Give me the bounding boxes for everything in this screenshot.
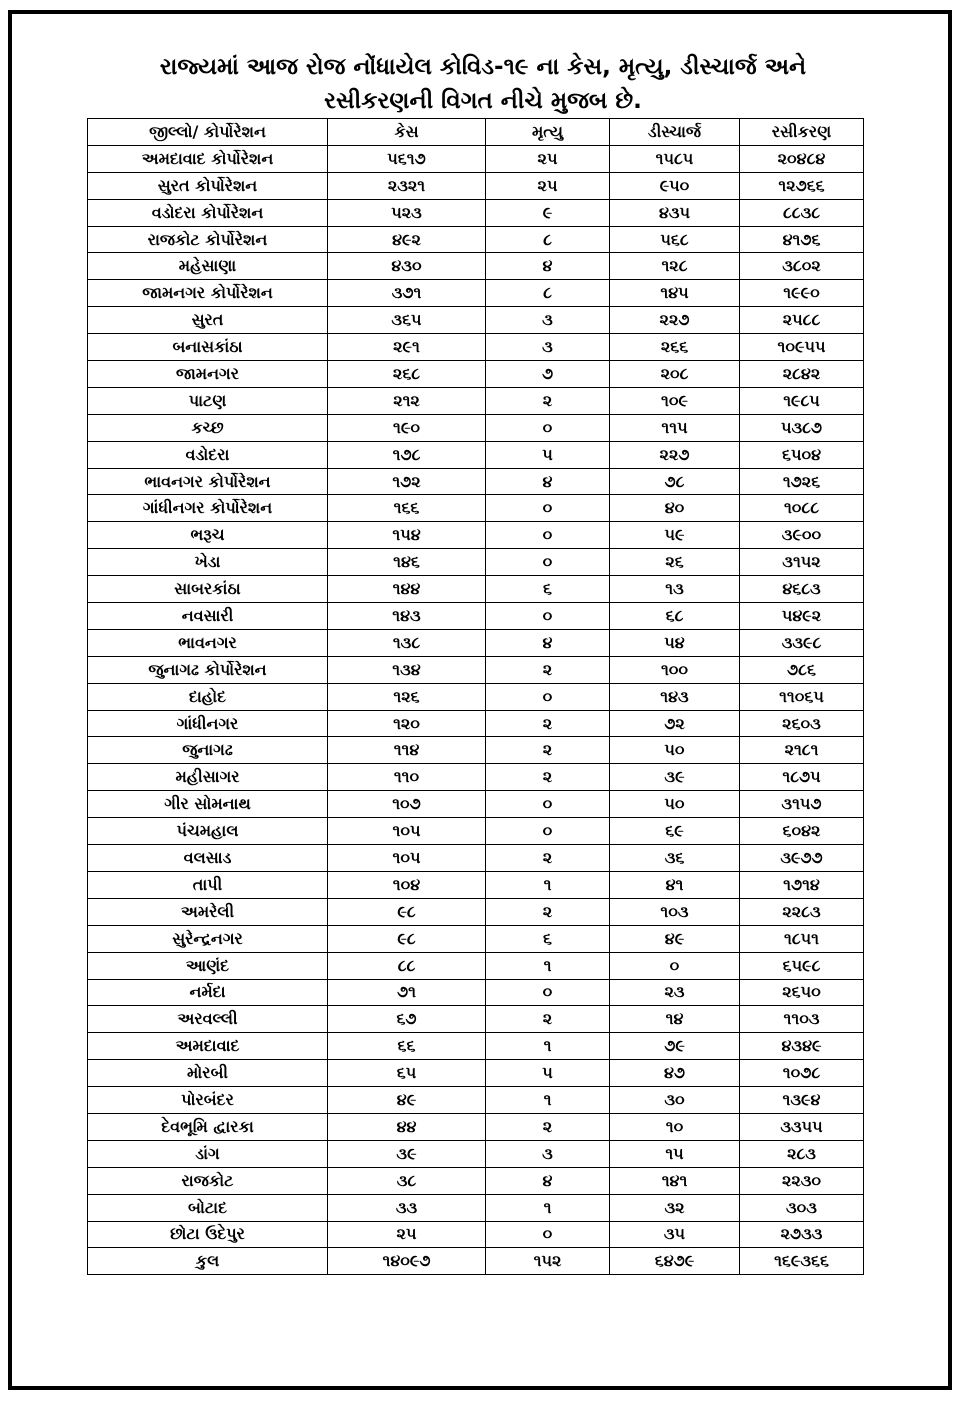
cell-vaccination: ૩૩૫૫ [740, 1113, 864, 1140]
cell-district: જામનગર [88, 361, 328, 388]
cell-district: ખેડા [88, 549, 328, 576]
cell-discharge: ૧૪ [610, 1006, 740, 1033]
cell-vaccination: ૩૧૫૭ [740, 791, 864, 818]
cell-discharge: ૭૨ [610, 710, 740, 737]
cell-deaths: ૦ [486, 495, 610, 522]
cell-vaccination: ૧૦૮૮ [740, 495, 864, 522]
cell-cases: ૫૬૧૭ [328, 145, 486, 172]
cell-cases: ૧૦૪ [328, 871, 486, 898]
cell-deaths: ૧ [486, 952, 610, 979]
table-row [88, 656, 864, 683]
table-row [88, 334, 864, 361]
cell-deaths: ૪ [486, 253, 610, 280]
cell-vaccination: ૩૩૯૮ [740, 629, 864, 656]
cell-deaths: ૨ [486, 656, 610, 683]
cell-discharge: ૧૫ [610, 1140, 740, 1167]
cell-discharge: ૫૬૮ [610, 226, 740, 253]
cell-discharge: ૧૫૮૫ [610, 145, 740, 172]
cell-district: સુરત [88, 307, 328, 334]
table-row [88, 845, 864, 872]
cell-deaths: ૦ [486, 549, 610, 576]
cell-district: તાપી [88, 871, 328, 898]
header-district: જીલ્લો/ કોર્પોરેશન [88, 119, 328, 146]
cell-vaccination: ૪૬૮૩ [740, 576, 864, 603]
cell-district: પાટણ [88, 387, 328, 414]
cell-district: ભાવનગર [88, 629, 328, 656]
cell-discharge: ૯૫૦ [610, 172, 740, 199]
cell-vaccination: ૨૧૮૧ [740, 737, 864, 764]
cell-vaccination: ૧૦૯૫૫ [740, 334, 864, 361]
cell-vaccination: ૩૮૦૨ [740, 253, 864, 280]
cell-cases: ૧૩૮ [328, 629, 486, 656]
cell-deaths: ૨૫ [486, 145, 610, 172]
cell-deaths: ૬ [486, 576, 610, 603]
header-cases: કેસ [328, 119, 486, 146]
cell-deaths: ૨૫ [486, 172, 610, 199]
cell-district: ભાવનગર કોર્પોરેશન [88, 468, 328, 495]
cell-district: વડોદરા [88, 441, 328, 468]
cell-discharge: ૫૦ [610, 737, 740, 764]
cell-vaccination: ૧૭૨૬ [740, 468, 864, 495]
table-row [88, 1033, 864, 1060]
cell-discharge: ૧૦ [610, 1113, 740, 1140]
cell-discharge: ૨૬ [610, 549, 740, 576]
table-row [88, 764, 864, 791]
cell-cases: ૧૨૦ [328, 710, 486, 737]
table-row [88, 307, 864, 334]
cell-vaccination: ૧૦૭૮ [740, 1060, 864, 1087]
table-header-row [88, 119, 864, 146]
cell-discharge: ૧૪૧ [610, 1167, 740, 1194]
table-total-row [88, 1248, 864, 1275]
cell-deaths: ૧ [486, 1033, 610, 1060]
cell-vaccination: ૧૨૭૬૬ [740, 172, 864, 199]
cell-discharge: ૦ [610, 952, 740, 979]
cell-discharge: ૪૩૫ [610, 199, 740, 226]
cell-discharge: ૪૦ [610, 495, 740, 522]
cell-district: નર્મદા [88, 979, 328, 1006]
table-row [88, 1006, 864, 1033]
table-row [88, 1221, 864, 1248]
cell-vaccination: ૧૧૦૩ [740, 1006, 864, 1033]
cell-discharge: ૧૪૩ [610, 683, 740, 710]
cell-cases: ૧૩૪ [328, 656, 486, 683]
cell-deaths: ૦ [486, 979, 610, 1006]
cell-cases: ૯૮ [328, 925, 486, 952]
cell-deaths: ૩ [486, 307, 610, 334]
cell-cases: ૧૭૨ [328, 468, 486, 495]
table-row [88, 871, 864, 898]
cell-vaccination: ૧૮૫૧ [740, 925, 864, 952]
cell-discharge: ૩૬ [610, 845, 740, 872]
cell-discharge: ૨૨૭ [610, 441, 740, 468]
table-row [88, 952, 864, 979]
cell-deaths: ૦ [486, 818, 610, 845]
cell-vaccination: ૨૬૫૦ [740, 979, 864, 1006]
cell-vaccination: ૨૮૪૨ [740, 361, 864, 388]
cell-cases: ૯૮ [328, 898, 486, 925]
table-row [88, 1167, 864, 1194]
cell-discharge: ૨૬૬ [610, 334, 740, 361]
cell-vaccination: ૨૨૮૩ [740, 898, 864, 925]
cell-deaths: ૪ [486, 468, 610, 495]
total-deaths: ૧૫૨ [486, 1248, 610, 1275]
cell-cases: ૮૮ [328, 952, 486, 979]
cell-district: મહેસાણા [88, 253, 328, 280]
cell-deaths: ૨ [486, 710, 610, 737]
cell-cases: ૪૩૦ [328, 253, 486, 280]
cell-vaccination: ૬૫૯૮ [740, 952, 864, 979]
cell-district: છોટા ઉદેપુર [88, 1221, 328, 1248]
cell-district: ગાંધીનગર કોર્પોરેશન [88, 495, 328, 522]
cell-deaths: ૫ [486, 441, 610, 468]
cell-district: આણંદ [88, 952, 328, 979]
cell-discharge: ૪૭ [610, 1060, 740, 1087]
cell-deaths: ૦ [486, 603, 610, 630]
cell-cases: ૫૨૩ [328, 199, 486, 226]
table-row [88, 226, 864, 253]
table-row [88, 576, 864, 603]
table-row [88, 603, 864, 630]
total-vaccination: ૧૬૯૩૬૬ [740, 1248, 864, 1275]
cell-vaccination: ૫૩૮૭ [740, 414, 864, 441]
cell-vaccination: ૨૦૪૮૪ [740, 145, 864, 172]
cell-deaths: ૧ [486, 871, 610, 898]
table-row [88, 280, 864, 307]
cell-deaths: ૦ [486, 1221, 610, 1248]
cell-deaths: ૨ [486, 387, 610, 414]
table-row [88, 468, 864, 495]
table-row [88, 1113, 864, 1140]
cell-discharge: ૨૦૮ [610, 361, 740, 388]
cell-district: બોટાદ [88, 1194, 328, 1221]
cell-discharge: ૪૧ [610, 871, 740, 898]
table-row [88, 387, 864, 414]
cell-discharge: ૧૨૮ [610, 253, 740, 280]
cell-cases: ૨૬૮ [328, 361, 486, 388]
cell-discharge: ૨૩ [610, 979, 740, 1006]
cell-vaccination: ૨૬૦૩ [740, 710, 864, 737]
cell-discharge: ૧૩ [610, 576, 740, 603]
cell-deaths: ૦ [486, 683, 610, 710]
cell-district: દેવભૂમિ દ્વારકા [88, 1113, 328, 1140]
cell-vaccination: ૮૮૩૮ [740, 199, 864, 226]
cell-vaccination: ૩૯૦૦ [740, 522, 864, 549]
cell-discharge: ૧૦૦ [610, 656, 740, 683]
cell-deaths: ૭ [486, 361, 610, 388]
cell-cases: ૨૩૨૧ [328, 172, 486, 199]
cell-vaccination: ૧૭૧૪ [740, 871, 864, 898]
cell-discharge: ૫૦ [610, 791, 740, 818]
cell-discharge: ૫૪ [610, 629, 740, 656]
cell-vaccination: ૬૦૪૨ [740, 818, 864, 845]
cell-district: જુનાગઢ કોર્પોરેશન [88, 656, 328, 683]
cell-discharge: ૭૮ [610, 468, 740, 495]
cell-cases: ૧૦૭ [328, 791, 486, 818]
cell-district: મહીસાગર [88, 764, 328, 791]
cell-cases: ૩૭૧ [328, 280, 486, 307]
cell-vaccination: ૪૩૪૯ [740, 1033, 864, 1060]
header-vaccination: રસીકરણ [740, 119, 864, 146]
cell-vaccination: ૩૯૭૭ [740, 845, 864, 872]
total-cases: ૧૪૦૯૭ [328, 1248, 486, 1275]
table-row [88, 253, 864, 280]
cell-district: અમદાવાદ કોર્પોરેશન [88, 145, 328, 172]
cell-cases: ૧૪૪ [328, 576, 486, 603]
cell-vaccination: ૫૪૯૨ [740, 603, 864, 630]
cell-discharge: ૩૨ [610, 1194, 740, 1221]
cell-deaths: ૨ [486, 1006, 610, 1033]
table-row [88, 979, 864, 1006]
cell-discharge: ૧૪૫ [610, 280, 740, 307]
cell-vaccination: ૨૮૩ [740, 1140, 864, 1167]
cell-cases: ૬૭ [328, 1006, 486, 1033]
cell-deaths: ૫ [486, 1060, 610, 1087]
cell-deaths: ૨ [486, 737, 610, 764]
cell-vaccination: ૧૯૮૫ [740, 387, 864, 414]
cell-district: ભરૂચ [88, 522, 328, 549]
table-row [88, 522, 864, 549]
header-discharge: ડીસ્ચાર્જ [610, 119, 740, 146]
cell-district: વલસાડ [88, 845, 328, 872]
cell-discharge: ૬૯ [610, 818, 740, 845]
table-row [88, 818, 864, 845]
cell-district: ગીર સોમનાથ [88, 791, 328, 818]
cell-district: વડોદરા કોર્પોરેશન [88, 199, 328, 226]
cell-vaccination: ૩૦૩ [740, 1194, 864, 1221]
cell-district: નવસારી [88, 603, 328, 630]
table-row [88, 361, 864, 388]
cell-vaccination: ૨૫૮૮ [740, 307, 864, 334]
cell-district: રાજકોટ [88, 1167, 328, 1194]
table-row [88, 737, 864, 764]
cell-district: જુનાગઢ [88, 737, 328, 764]
cell-cases: ૧૧૦ [328, 764, 486, 791]
cell-district: અમદાવાદ [88, 1033, 328, 1060]
cell-deaths: ૧ [486, 1194, 610, 1221]
cell-district: બનાસકાંઠા [88, 334, 328, 361]
cell-vaccination: ૧૩૯૪ [740, 1087, 864, 1114]
cell-cases: ૨૫ [328, 1221, 486, 1248]
cell-deaths: ૮ [486, 280, 610, 307]
table-row [88, 199, 864, 226]
cell-cases: ૧૦૫ [328, 818, 486, 845]
cell-discharge: ૭૯ [610, 1033, 740, 1060]
cell-deaths: ૬ [486, 925, 610, 952]
cell-vaccination: ૨૭૩૩ [740, 1221, 864, 1248]
cell-deaths: ૧ [486, 1087, 610, 1114]
report-title-line-2: રસીકરણની વિગત નીચે મુજબ છે. [324, 88, 642, 114]
cell-cases: ૧૧૪ [328, 737, 486, 764]
cell-cases: ૧૫૪ [328, 522, 486, 549]
cell-district: પંચમહાલ [88, 818, 328, 845]
cell-discharge: ૩૯ [610, 764, 740, 791]
cell-district: જામનગર કોર્પોરેશન [88, 280, 328, 307]
cell-district: પોરબંદર [88, 1087, 328, 1114]
cell-discharge: ૧૧૫ [610, 414, 740, 441]
cell-deaths: ૨ [486, 845, 610, 872]
cell-cases: ૧૪૩ [328, 603, 486, 630]
table-row [88, 710, 864, 737]
cell-deaths: ૦ [486, 414, 610, 441]
cell-district: ડાંગ [88, 1140, 328, 1167]
cell-deaths: ૦ [486, 791, 610, 818]
table-row [88, 414, 864, 441]
table-row [88, 1087, 864, 1114]
cell-deaths: ૪ [486, 1167, 610, 1194]
cell-district: રાજકોટ કોર્પોરેશન [88, 226, 328, 253]
cell-deaths: ૮ [486, 226, 610, 253]
cell-discharge: ૩૦ [610, 1087, 740, 1114]
cell-district: સાબરકાંઠા [88, 576, 328, 603]
table-row [88, 683, 864, 710]
cell-deaths: ૯ [486, 199, 610, 226]
cell-cases: ૩૬૫ [328, 307, 486, 334]
cell-cases: ૭૧ [328, 979, 486, 1006]
cell-cases: ૪૪ [328, 1113, 486, 1140]
table-row [88, 145, 864, 172]
cell-vaccination: ૧૮૭૫ [740, 764, 864, 791]
cell-cases: ૧૬૬ [328, 495, 486, 522]
cell-discharge: ૬૮ [610, 603, 740, 630]
table-row [88, 1140, 864, 1167]
cell-district: કચ્છ [88, 414, 328, 441]
total-label: કુલ [88, 1248, 328, 1275]
cell-discharge: ૨૨૭ [610, 307, 740, 334]
table-row [88, 791, 864, 818]
table-row [88, 1060, 864, 1087]
covid-district-table [87, 118, 864, 1275]
cell-district: મોરબી [88, 1060, 328, 1087]
cell-deaths: ૩ [486, 334, 610, 361]
cell-cases: ૨૯૧ [328, 334, 486, 361]
cell-cases: ૧૪૬ [328, 549, 486, 576]
cell-discharge: ૪૯ [610, 925, 740, 952]
cell-vaccination: ૧૯૯૦ [740, 280, 864, 307]
cell-discharge: ૧૦૯ [610, 387, 740, 414]
cell-district: સુરત કોર્પોરેશન [88, 172, 328, 199]
table-row [88, 441, 864, 468]
header-deaths: મૃત્યુ [486, 119, 610, 146]
cell-vaccination: ૪૧૭૬ [740, 226, 864, 253]
table-body [88, 145, 864, 1248]
cell-vaccination: ૧૧૦૬૫ [740, 683, 864, 710]
cell-district: દાહોદ [88, 683, 328, 710]
cell-deaths: ૩ [486, 1140, 610, 1167]
cell-cases: ૩૩ [328, 1194, 486, 1221]
table-row [88, 898, 864, 925]
cell-district: અરવલ્લી [88, 1006, 328, 1033]
cell-cases: ૬૬ [328, 1033, 486, 1060]
cell-cases: ૪૯૨ [328, 226, 486, 253]
cell-cases: ૧૨૬ [328, 683, 486, 710]
cell-district: ગાંધીનગર [88, 710, 328, 737]
cell-discharge: ૩૫ [610, 1221, 740, 1248]
cell-discharge: ૧૦૩ [610, 898, 740, 925]
cell-cases: ૪૯ [328, 1087, 486, 1114]
cell-vaccination: ૨૨૩૦ [740, 1167, 864, 1194]
cell-vaccination: ૭૮૬ [740, 656, 864, 683]
cell-cases: ૧૯૦ [328, 414, 486, 441]
table-row [88, 1194, 864, 1221]
report-title-line-1: રાજ્યમાં આજ રોજ નોંધાયેલ કોવિડ-૧૯ ના કેસ, મૃત્યુ, ડીસ્ચાર્જ અને [159, 54, 807, 80]
cell-district: સુરેન્દ્રનગર [88, 925, 328, 952]
cell-deaths: ૨ [486, 1113, 610, 1140]
cell-vaccination: ૩૧૫૨ [740, 549, 864, 576]
cell-cases: ૨૧૨ [328, 387, 486, 414]
table-row [88, 629, 864, 656]
table-row [88, 925, 864, 952]
cell-cases: ૩૮ [328, 1167, 486, 1194]
table-row [88, 549, 864, 576]
cell-district: અમરેલી [88, 898, 328, 925]
cell-deaths: ૨ [486, 764, 610, 791]
table-row [88, 495, 864, 522]
cell-deaths: ૪ [486, 629, 610, 656]
cell-vaccination: ૬૫૦૪ [740, 441, 864, 468]
cell-cases: ૧૦૫ [328, 845, 486, 872]
total-discharge: ૬૪૭૯ [610, 1248, 740, 1275]
cell-cases: ૧૭૮ [328, 441, 486, 468]
cell-cases: ૩૯ [328, 1140, 486, 1167]
cell-cases: ૬૫ [328, 1060, 486, 1087]
table-row [88, 172, 864, 199]
cell-deaths: ૨ [486, 898, 610, 925]
cell-discharge: ૫૯ [610, 522, 740, 549]
cell-deaths: ૦ [486, 522, 610, 549]
